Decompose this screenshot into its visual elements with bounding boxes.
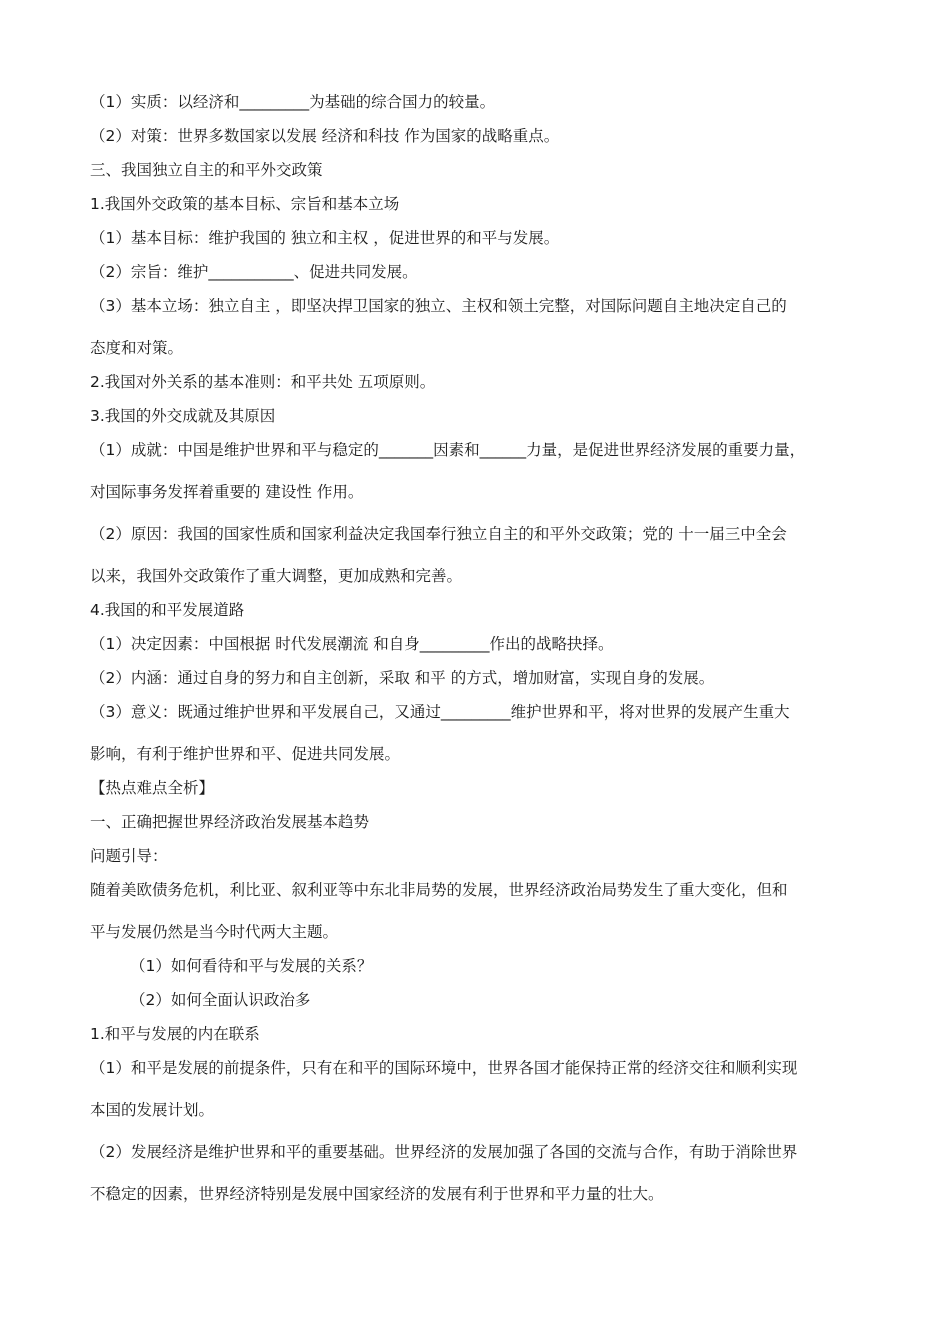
fill-blank: _________ (440, 703, 511, 721)
subsection-heading: 2.我国对外关系的基本准则：和平共处 五项原则。 (90, 373, 436, 391)
fill-blank: ______ (479, 441, 527, 459)
para-background: 随着美欧债务危机，利比亚、叙利亚等中东北非局势的发展，世界经济政治局势发生了重大变化，但和 (90, 881, 788, 899)
para-basic-goal: （1）基本目标：维护我国的 独立和主权 ，促进世界的和平与发展。 (90, 229, 560, 247)
subsection-heading: 1.和平与发展的内在联系 (90, 1025, 260, 1043)
question-guide-label: 问题引导： (90, 847, 168, 865)
para-significance: （3）意义：既通过维护世界和平发展自己，又通过_________维护世界和平，将对世界的发展产生重大 (90, 703, 790, 721)
para-essence: （1）实质：以经济和_________为基础的综合国力的较量。 (90, 93, 496, 111)
subsection-heading: 1.我国外交政策的基本目标、宗旨和基本立场 (90, 195, 400, 213)
section-heading: 一、正确把握世界经济政治发展基本趋势 (90, 813, 370, 831)
para-stance-cont: 态度和对策。 (90, 339, 184, 357)
question-item: （2）如何全面认识政治多 (130, 991, 311, 1009)
para-development-basis-cont: 不稳定的因素，世界经济特别是发展中国家经济的发展有利于世界和平力量的壮大。 (90, 1185, 664, 1203)
section-heading: 三、我国独立自主的和平外交政策 (90, 161, 323, 179)
para-peace-premise-cont: 本国的发展计划。 (90, 1101, 215, 1119)
fill-blank: ___________ (208, 263, 294, 281)
para-stance: （3）基本立场：独立自主 ，即坚决捍卫国家的独立、主权和领土完整，对国际问题自主地决定自己的 (90, 297, 787, 315)
para-achievement: （1）成就：中国是维护世界和平与稳定的_______因素和______力量，是促进世界经济发展的重要力量， (90, 441, 806, 459)
para-countermeasure: （2）对策：世界多数国家以发展 经济和科技 作为国家的战略重点。 (90, 127, 560, 145)
fill-blank: _________ (239, 93, 310, 111)
para-peace-premise: （1）和平是发展的前提条件，只有在和平的国际环境中，世界各国才能保持正常的经济交往和顺利实现 (90, 1059, 798, 1077)
para-reason-cont: 以来，我国外交政策作了重大调整，更加成熟和完善。 (90, 567, 463, 585)
para-purpose: （2）宗旨：维护___________、促进共同发展。 (90, 263, 418, 281)
para-reason: （2）原因：我国的国家性质和国家利益决定我国奉行独立自主的和平外交政策；党的 十一届三中全会 (90, 525, 787, 543)
para-significance-cont: 影响，有利于维护世界和平、促进共同发展。 (90, 745, 401, 763)
fill-blank: _________ (419, 635, 490, 653)
para-background-cont: 平与发展仍然是当今时代两大主题。 (90, 923, 339, 941)
subsection-heading: 4.我国的和平发展道路 (90, 601, 245, 619)
para-achievement-cont: 对国际事务发挥着重要的 建设性 作用。 (90, 483, 364, 501)
para-determinant: （1）决定因素：中国根据 时代发展潮流 和自身_________作出的战略抉择。 (90, 635, 614, 653)
fill-blank: _______ (378, 441, 434, 459)
question-item: （1）如何看待和平与发展的关系？ (130, 957, 373, 975)
para-development-basis: （2）发展经济是维护世界和平的重要基础。世界经济的发展加强了各国的交流与合作，有助于消除世界 (90, 1143, 798, 1161)
para-connotation: （2）内涵：通过自身的努力和自主创新，采取 和平 的方式，增加财富，实现自身的发展。 (90, 669, 715, 687)
subsection-heading: 3.我国的外交成就及其原因 (90, 407, 276, 425)
hotspot-heading: 【热点难点全析】 (90, 779, 215, 797)
